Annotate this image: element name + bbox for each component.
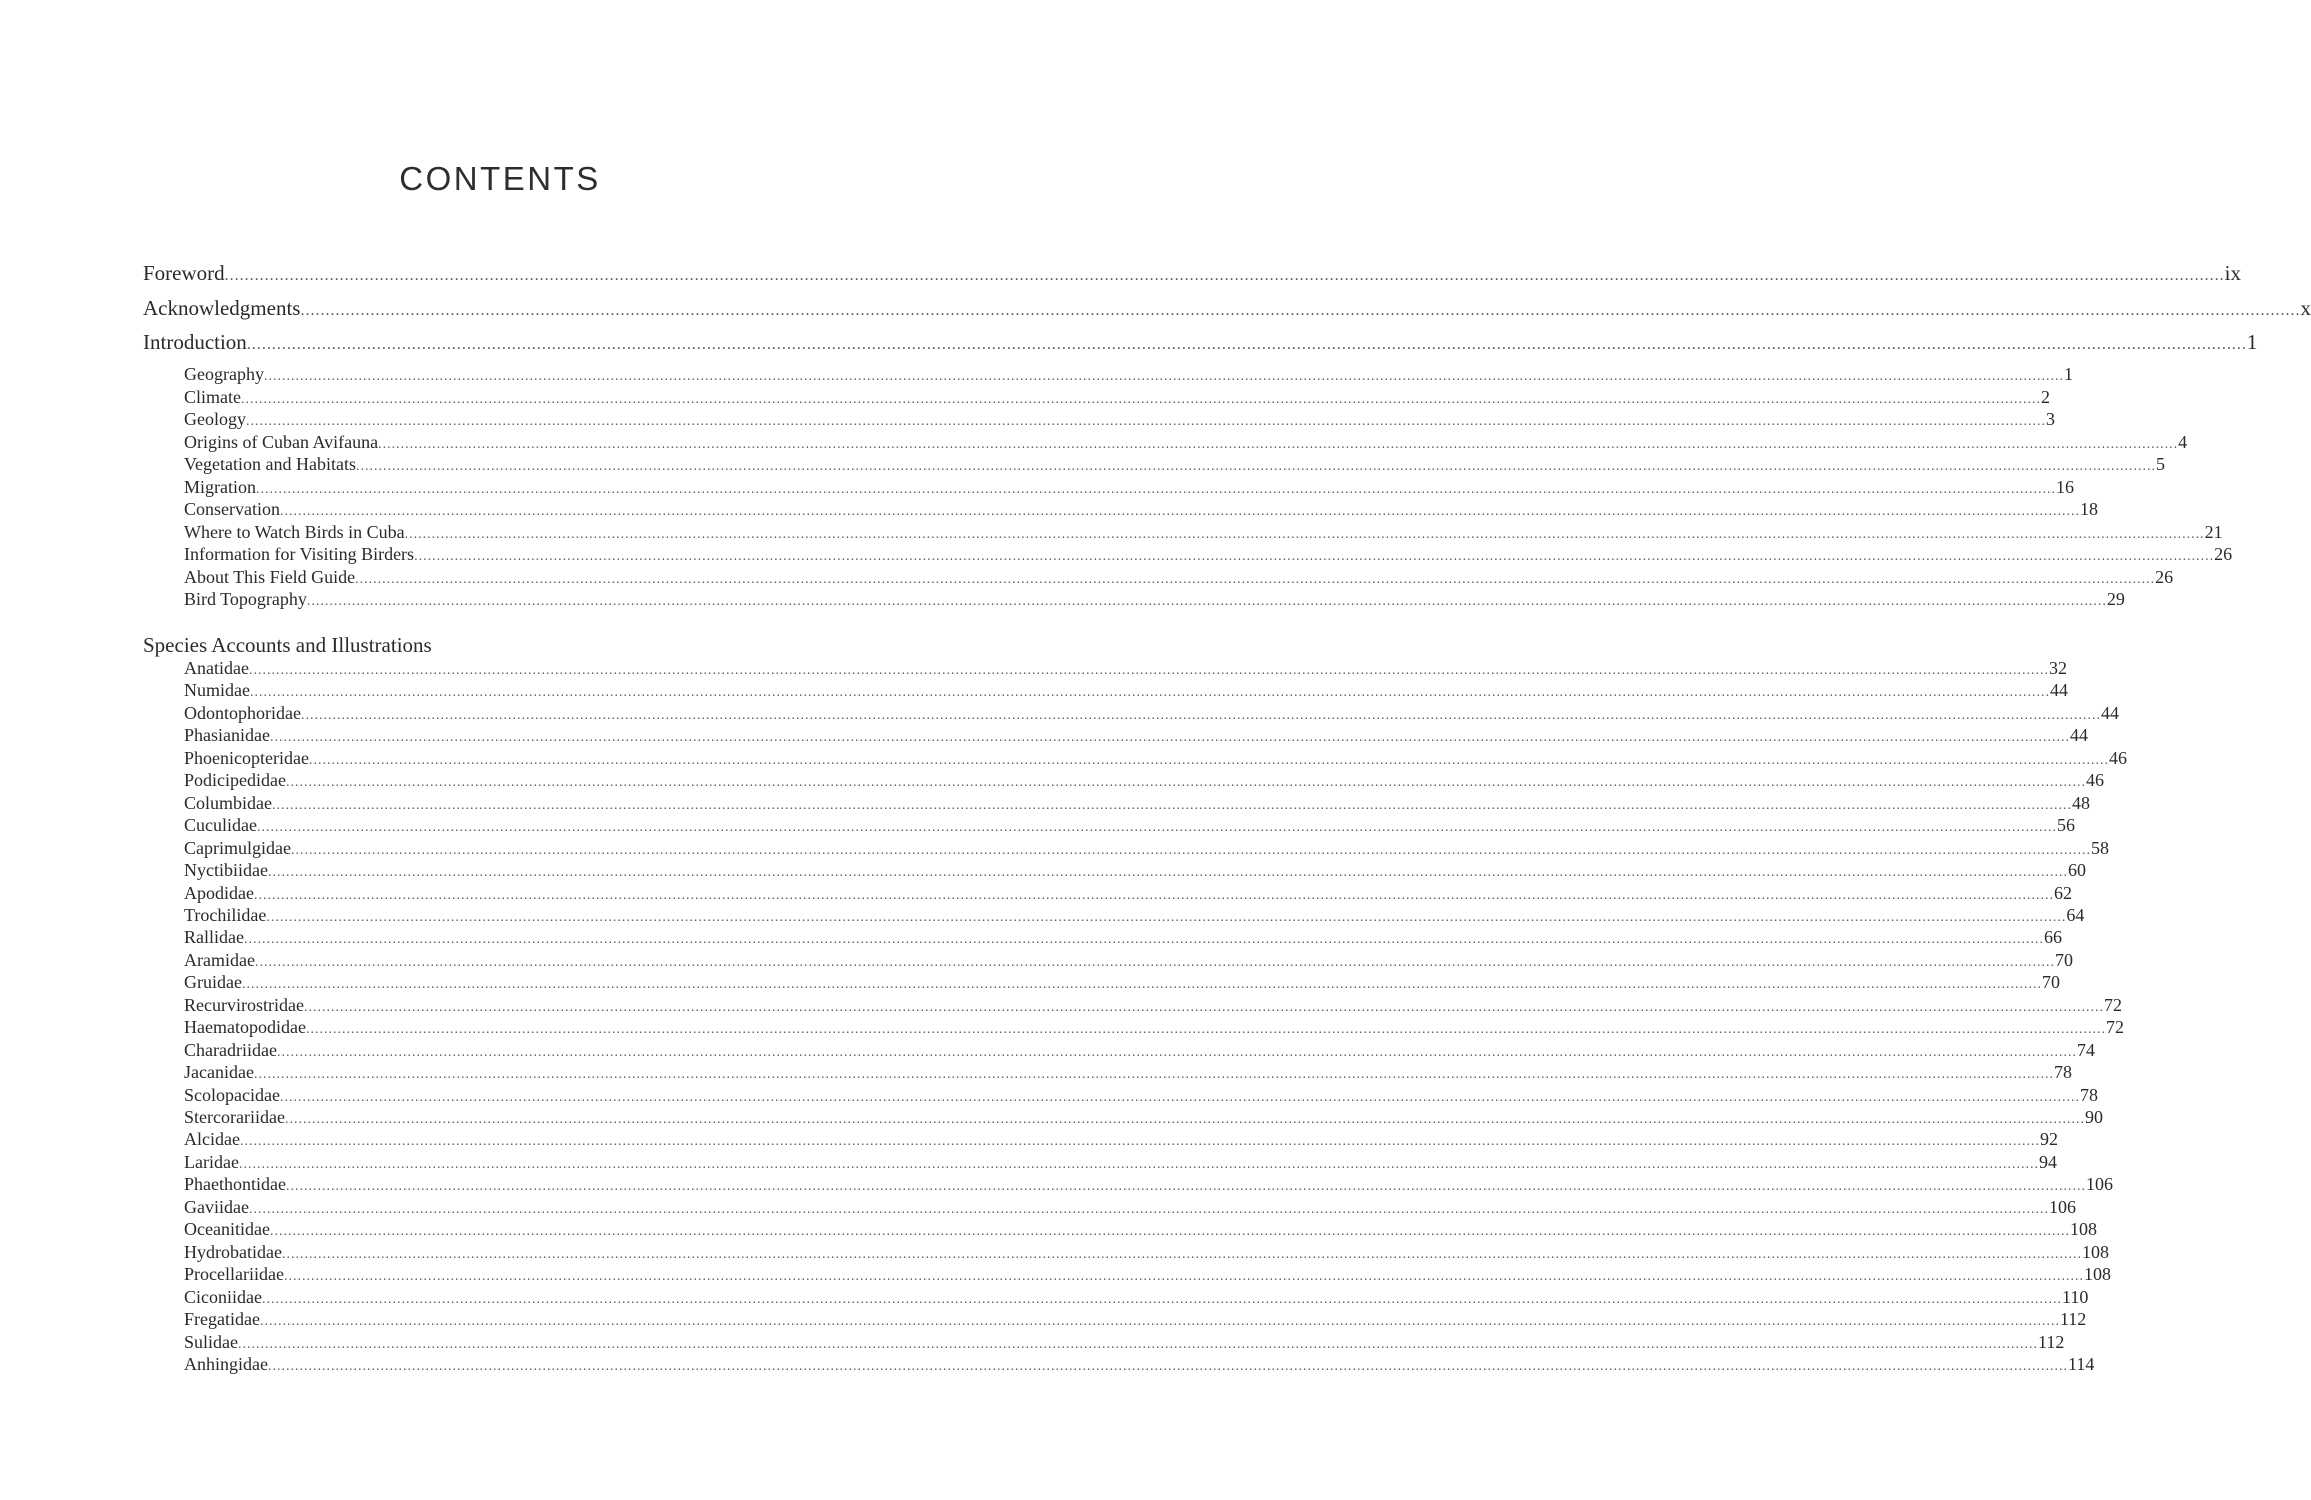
page-number: ix (2224, 261, 2241, 285)
species-entry (184, 1016, 2124, 1038)
dot-leader: ................................................................................................................................................................................................................................................................................................................................................................................................................ (248, 663, 2049, 678)
dot-leader: ................................................................................................................................................................................................................................................................................................................................................................................................................ (281, 1246, 2082, 1262)
entry-title: Scolopacidae (184, 1084, 280, 1105)
dot-leader: ................................................................................................................................................................................................................................................................................................................................................................................................................ (243, 932, 2044, 948)
introduction-entry (184, 498, 2098, 520)
page-number: 5 (2155, 454, 2165, 474)
page-number: 26 (2155, 566, 2174, 587)
entry-title: Gaviidae (184, 1196, 249, 1217)
page-number: 4 (2178, 431, 2188, 452)
entry-title: Hydrobatidae (184, 1241, 282, 1262)
dot-leader: ................................................................................................................................................................................................................................................................................................................................................................................................................ (267, 1358, 2068, 1374)
species-entry (184, 882, 2072, 904)
dot-leader: ................................................................................................................................................................................................................................................................................................................................................................................................................ (269, 730, 2070, 746)
entry-title: Oceanitidae (184, 1219, 270, 1240)
entry-title: Columbidae (184, 792, 272, 813)
dot-leader: ................................................................................................................................................................................................................................................................................................................................................................................................................ (308, 752, 2109, 768)
species-entry (184, 1263, 2111, 1285)
dot-leader: ................................................................................................................................................................................................................................................................................................................................................................................................................ (306, 594, 2107, 609)
page-number: 110 (2061, 1286, 2089, 1307)
dot-leader: ................................................................................................................................................................................................................................................................................................................................................................................................................ (303, 999, 2104, 1015)
page-number: 18 (2080, 499, 2098, 519)
dot-leader: ................................................................................................................................................................................................................................................................................................................................................................................................................ (272, 797, 2072, 813)
entry-title: Where to Watch Birds in Cuba (184, 521, 405, 542)
dot-leader: ................................................................................................................................................................................................................................................................................................................................................................................................................ (238, 1336, 2038, 1352)
entry-title: Conservation (184, 499, 280, 519)
dot-leader: ................................................................................................................................................................................................................................................................................................................................................................................................................ (378, 436, 2179, 452)
species-entry (184, 949, 2073, 971)
page-number: 106 (2085, 1174, 2113, 1195)
page-number: 90 (2084, 1107, 2103, 1127)
page-number: 70 (2054, 949, 2073, 970)
page-number: 56 (2056, 815, 2075, 836)
entry-title: Introduction (143, 330, 247, 354)
dot-leader: ................................................................................................................................................................................................................................................................................................................................................................................................................ (254, 954, 2055, 970)
entry-title: Phoenicopteridae (184, 747, 309, 768)
dot-leader: ................................................................................................................................................................................................................................................................................................................................................................................................................ (283, 1269, 2084, 1285)
dot-leader: ................................................................................................................................................................................................................................................................................................................................................................................................................ (266, 909, 2067, 925)
dot-leader: ................................................................................................................................................................................................................................................................................................................................................................................................................ (300, 301, 2301, 319)
dot-leader: ................................................................................................................................................................................................................................................................................................................................................................................................................ (241, 391, 2041, 407)
species-entry (184, 994, 2122, 1016)
dot-leader: ................................................................................................................................................................................................................................................................................................................................................................................................................ (267, 865, 2068, 881)
page-number: 44 (2049, 680, 2068, 701)
species-entry (184, 904, 2085, 926)
entry-title: Gruidae (184, 972, 242, 993)
page-number: 66 (2043, 927, 2062, 948)
species-entry (184, 1084, 2098, 1106)
page-number: 114 (2067, 1353, 2095, 1374)
dot-leader: ................................................................................................................................................................................................................................................................................................................................................................................................................ (290, 842, 2091, 858)
entry-title: Recurvirostridae (184, 994, 304, 1015)
dot-leader: ................................................................................................................................................................................................................................................................................................................................................................................................................ (269, 1224, 2070, 1240)
page-number: 3 (2046, 409, 2055, 429)
page-number: 78 (2053, 1062, 2072, 1083)
entry-title: Apodidae (184, 882, 254, 903)
species-entry (184, 1173, 2113, 1195)
introduction-entry (184, 476, 2074, 498)
species-entry (184, 1106, 2103, 1128)
page-number: 46 (2085, 770, 2104, 791)
dot-leader: ................................................................................................................................................................................................................................................................................................................................................................................................................ (276, 1044, 2077, 1060)
entry-title: Anhingidae (184, 1353, 268, 1374)
species-entry (184, 926, 2062, 948)
introduction-entry (184, 566, 2174, 588)
dot-leader: ................................................................................................................................................................................................................................................................................................................................................................................................................ (355, 571, 2156, 587)
dot-leader: ................................................................................................................................................................................................................................................................................................................................................................................................................ (263, 369, 2064, 384)
page-number: 60 (2067, 860, 2086, 881)
dot-leader: ................................................................................................................................................................................................................................................................................................................................................................................................................ (404, 526, 2205, 542)
entry-title: Laridae (184, 1151, 239, 1172)
dot-leader: ................................................................................................................................................................................................................................................................................................................................................................................................................ (253, 1067, 2054, 1083)
entry-title: Geography (184, 364, 264, 384)
dot-leader: ................................................................................................................................................................................................................................................................................................................................................................................................................ (285, 1179, 2086, 1195)
page-number: 112 (2038, 1331, 2065, 1352)
dot-leader: ................................................................................................................................................................................................................................................................................................................................................................................................................ (253, 887, 2054, 903)
species-section-heading: Species Accounts and Illustrations (143, 633, 432, 657)
species-entry (184, 1331, 2065, 1353)
species-entry (184, 1308, 2087, 1330)
page-number: 48 (2072, 792, 2090, 813)
front-matter-entry (143, 295, 2311, 321)
species-entry (184, 1286, 2089, 1308)
species-entry (184, 679, 2068, 701)
page-number: 1 (2246, 330, 2258, 354)
page-number: 72 (2103, 994, 2122, 1015)
introduction-entry (184, 453, 2165, 475)
dot-leader: ................................................................................................................................................................................................................................................................................................................................................................................................................ (414, 549, 2215, 564)
entry-title: Rallidae (184, 927, 244, 948)
page-number: 74 (2076, 1039, 2095, 1060)
entry-title: Phasianidae (184, 725, 270, 746)
dot-leader: ................................................................................................................................................................................................................................................................................................................................................................................................................ (256, 820, 2057, 836)
entry-title: Trochilidae (184, 904, 267, 925)
page-number: 1 (2063, 364, 2073, 384)
entry-title: Haematopodidae (184, 1017, 306, 1038)
entry-title: Caprimulgidae (184, 837, 291, 858)
entry-title: Fregatidae (184, 1309, 260, 1330)
species-entry (184, 1039, 2095, 1061)
entry-title: Vegetation and Habitats (184, 454, 356, 474)
entry-title: Procellariidae (184, 1264, 284, 1285)
entry-title: Cuculidae (184, 815, 257, 836)
page-number: 32 (2048, 658, 2067, 678)
species-entry (184, 657, 2067, 679)
dot-leader: ................................................................................................................................................................................................................................................................................................................................................................................................................ (246, 336, 2247, 353)
front-matter-entry (143, 260, 2241, 286)
page-number: 78 (2079, 1084, 2098, 1105)
introduction-entry (184, 543, 2233, 565)
dot-leader: ................................................................................................................................................................................................................................................................................................................................................................................................................ (305, 1022, 2106, 1038)
dot-leader: ................................................................................................................................................................................................................................................................................................................................................................................................................ (241, 977, 2042, 993)
species-entry (184, 1151, 2057, 1173)
dot-leader: ................................................................................................................................................................................................................................................................................................................................................................................................................ (249, 685, 2050, 701)
species-entry (184, 792, 2090, 814)
dot-leader: ................................................................................................................................................................................................................................................................................................................................................................................................................ (256, 481, 2056, 497)
species-entry (184, 1241, 2109, 1263)
entry-title: Acknowledgments (143, 295, 301, 320)
page-number: 64 (2066, 904, 2085, 925)
entry-title: Charadriidae (184, 1039, 277, 1060)
entry-title: Migration (184, 476, 256, 497)
species-entry (184, 1061, 2072, 1083)
page-number: x (2300, 295, 2311, 320)
species-entry (184, 1353, 2095, 1375)
page-number: 44 (2069, 725, 2088, 746)
entry-title: Jacanidae (184, 1062, 254, 1083)
dot-leader: ................................................................................................................................................................................................................................................................................................................................................................................................................ (261, 1291, 2062, 1307)
page-number: 2 (2041, 386, 2050, 407)
entry-title: About This Field Guide (184, 566, 356, 587)
dot-leader: ................................................................................................................................................................................................................................................................................................................................................................................................................ (239, 1134, 2040, 1150)
page-number: 108 (2069, 1219, 2097, 1240)
introduction-entry (184, 521, 2223, 543)
page-number: 62 (2053, 882, 2072, 903)
species-entry (184, 747, 2127, 769)
page-number: 108 (2083, 1264, 2111, 1285)
entry-title: Origins of Cuban Avifauna (184, 431, 379, 452)
entry-title: Alcidae (184, 1129, 240, 1150)
entry-title: Podicipedidae (184, 770, 286, 791)
page-title: CONTENTS (399, 160, 601, 198)
dot-leader: ................................................................................................................................................................................................................................................................................................................................................................................................................ (284, 1112, 2085, 1127)
entry-title: Odontophoridae (184, 702, 301, 723)
species-entry (184, 814, 2075, 836)
species-entry (184, 971, 2060, 993)
introduction-entry (184, 363, 2073, 385)
dot-leader: ................................................................................................................................................................................................................................................................................................................................................................................................................ (224, 267, 2225, 284)
dot-leader: ................................................................................................................................................................................................................................................................................................................................................................................................................ (238, 1156, 2039, 1172)
page-number: 112 (2059, 1309, 2087, 1330)
species-entry (184, 702, 2119, 724)
entry-title: Nyctibiidae (184, 860, 268, 881)
entry-title: Phaethontidae (184, 1174, 286, 1195)
entry-title: Sulidae (184, 1331, 238, 1352)
dot-leader: ................................................................................................................................................................................................................................................................................................................................................................................................................ (355, 459, 2156, 474)
dot-leader: ................................................................................................................................................................................................................................................................................................................................................................................................................ (246, 414, 2046, 429)
page-number: 44 (2100, 702, 2119, 723)
species-entry (184, 1196, 2076, 1218)
entry-title: Geology (184, 409, 246, 429)
entry-title: Bird Topography (184, 589, 307, 609)
entry-title: Ciconiidae (184, 1286, 262, 1307)
page-number: 70 (2041, 972, 2060, 993)
species-entry (184, 1218, 2097, 1240)
front-matter-entry (143, 329, 2258, 355)
dot-leader: ................................................................................................................................................................................................................................................................................................................................................................................................................ (279, 1089, 2080, 1105)
page-number: 106 (2048, 1196, 2076, 1217)
entry-title: Foreword (143, 261, 225, 285)
dot-leader: ................................................................................................................................................................................................................................................................................................................................................................................................................ (248, 1201, 2049, 1217)
page-number: 108 (2081, 1241, 2109, 1262)
species-entry (184, 1128, 2058, 1150)
page-number: 94 (2038, 1151, 2057, 1172)
dot-leader: ................................................................................................................................................................................................................................................................................................................................................................................................................ (300, 707, 2101, 723)
species-entry (184, 769, 2104, 791)
page-number: 72 (2105, 1017, 2124, 1038)
species-entry (184, 859, 2086, 881)
introduction-entry (184, 431, 2188, 453)
page-number: 29 (2106, 589, 2125, 609)
entry-title: Stercorariidae (184, 1107, 285, 1127)
species-entry (184, 837, 2109, 859)
page-number: 21 (2204, 521, 2223, 542)
page-number: 92 (2039, 1129, 2058, 1150)
page-number: 58 (2090, 837, 2109, 858)
page-number: 16 (2056, 476, 2074, 497)
entry-title: Numidae (184, 680, 250, 701)
entry-title: Climate (184, 386, 241, 407)
introduction-entry (184, 588, 2125, 610)
introduction-entry (184, 386, 2050, 408)
dot-leader: ................................................................................................................................................................................................................................................................................................................................................................................................................ (259, 1314, 2060, 1330)
page-number: 26 (2214, 544, 2233, 564)
entry-title: Aramidae (184, 949, 255, 970)
introduction-entry (184, 408, 2055, 430)
entry-title: Anatidae (184, 658, 249, 678)
species-entry (184, 724, 2088, 746)
dot-leader: ................................................................................................................................................................................................................................................................................................................................................................................................................ (280, 504, 2080, 519)
entry-title: Information for Visiting Birders (184, 544, 415, 564)
dot-leader: ................................................................................................................................................................................................................................................................................................................................................................................................................ (285, 775, 2086, 791)
page-number: 46 (2108, 747, 2127, 768)
